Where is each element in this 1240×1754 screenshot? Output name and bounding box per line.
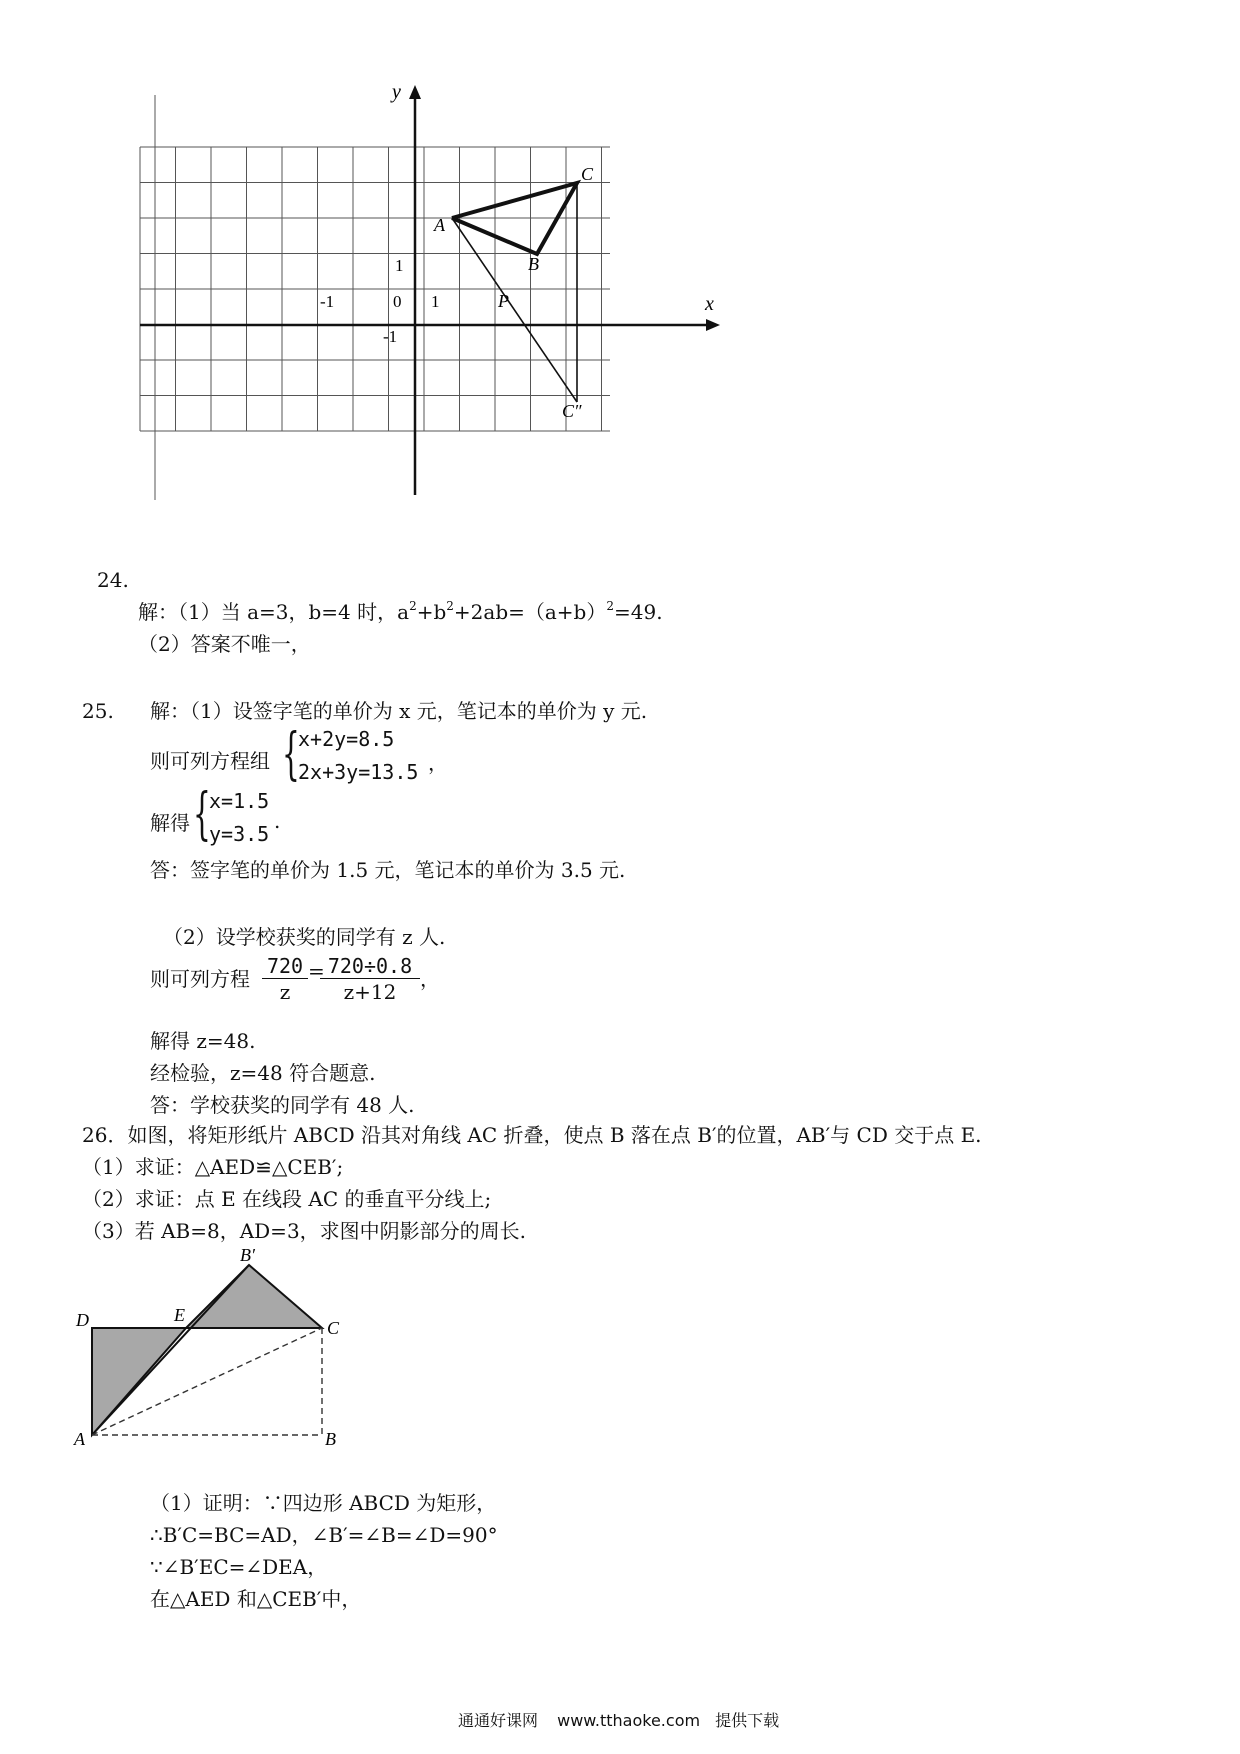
q26-proof-line2: ∴B′C=BC=AD，∠B′=∠B=∠D=90° xyxy=(150,1523,498,1547)
q25-answer2: 答：学校获奖的同学有 48 人. xyxy=(150,1093,415,1117)
q26-proof-line3: ∵∠B′EC=∠DEA， xyxy=(150,1555,328,1579)
tick-label-yneg1: -1 xyxy=(383,327,398,346)
q25-eq2: 2x+3y=13.5 xyxy=(298,760,419,784)
q25-sol1: x=1.5 xyxy=(209,789,270,813)
point-label-b: B xyxy=(528,254,539,274)
q25-frac1-num: 720 xyxy=(262,954,308,979)
q26-part3: （3）若 AB=8，AD=3，求图中阴影部分的周长. xyxy=(82,1219,527,1243)
q25-number: 25. xyxy=(82,699,114,723)
q26-part2: （2）求证：点 E 在线段 AC 的垂直平分线上; xyxy=(82,1187,492,1211)
q26-part1: （1）求证：△AED≌△CEB′; xyxy=(82,1155,344,1179)
footer xyxy=(458,1708,779,1731)
q25-system-intro: 则可列方程组 xyxy=(150,749,270,773)
q25-frac2-num: 720÷0.8 xyxy=(320,954,420,979)
footer-site-name: 通通好课网 xyxy=(458,1711,539,1730)
footer-url[interactable]: www.tthaoke.com xyxy=(557,1711,701,1730)
q24-line1-b: +b xyxy=(416,600,447,624)
q25-frac-intro: 则可列方程 xyxy=(150,967,250,991)
point-label-c-double-prime: C″ xyxy=(562,401,582,421)
tick-label-xneg1: -1 xyxy=(320,292,335,311)
q25-fraction2 xyxy=(320,954,420,1005)
q25-eq1: x+2y=8.5 xyxy=(298,727,395,751)
point-label-p: P xyxy=(498,291,509,311)
q25-check: 经检验，z=48 符合题意. xyxy=(150,1061,376,1085)
q25-frac-eq: = xyxy=(308,959,325,983)
q25-fraction1 xyxy=(262,954,308,1005)
origin-label: 0 xyxy=(393,292,402,311)
q25-frac1-den: z xyxy=(279,980,291,1004)
x-axis-arrow xyxy=(706,319,720,331)
q24-line1-c: +2ab=（a+b） xyxy=(453,600,607,624)
fig-label-c: C xyxy=(327,1318,340,1338)
q25-answer1: 答：签字笔的单价为 1.5 元，笔记本的单价为 3.5 元. xyxy=(150,858,626,882)
q25-frac-comma: ， xyxy=(420,967,440,991)
folded-rectangle-figure xyxy=(60,1245,380,1445)
footer-tail: 提供下载 xyxy=(715,1711,780,1730)
q25-eq-comma: ， xyxy=(428,751,448,775)
q25-system-brace: { xyxy=(282,722,300,787)
q25-solve2: 解得 z=48. xyxy=(150,1029,256,1053)
fig-label-a: A xyxy=(74,1429,85,1445)
q25-part2: （2）设学校获奖的同学有 z 人. xyxy=(163,925,446,949)
q24-line1-d: =49. xyxy=(614,600,663,624)
q25-frac2-den: z+12 xyxy=(343,980,397,1004)
q24-sup1: 2 xyxy=(409,599,417,613)
q24-number: 24. xyxy=(97,568,129,592)
q25-line1: 解：（1）设签字笔的单价为 x 元，笔记本的单价为 y 元. xyxy=(150,699,648,723)
q26-proof-line4: 在△AED 和△CEB′中， xyxy=(150,1587,362,1611)
q26-proof-line1: （1）证明：∵四边形 ABCD 为矩形， xyxy=(150,1491,497,1515)
shaded-triangle-ceb-prime xyxy=(186,1265,322,1328)
fig-label-e: E xyxy=(174,1305,185,1325)
q25-sol-period: . xyxy=(274,809,281,833)
tick-label-x1: 1 xyxy=(431,292,440,311)
fig-label-d: D xyxy=(76,1310,89,1330)
fig-label-b-prime: B′ xyxy=(240,1245,255,1265)
q26-stem: 26．如图，将矩形纸片 ABCD 沿其对角线 AC 折叠，使点 B 落在点 B′的位置，AB′与 CD 交于点 E. xyxy=(82,1123,982,1147)
q24-line2: （2）答案不唯一， xyxy=(138,632,311,656)
q25-solution-brace: { xyxy=(193,782,211,847)
y-axis-arrow xyxy=(409,85,421,99)
y-axis-label: y xyxy=(392,81,401,103)
q24-sup3: 2 xyxy=(606,599,614,613)
point-label-c: C xyxy=(581,164,594,184)
coordinate-grid-figure xyxy=(130,70,730,570)
point-label-a: A xyxy=(434,215,445,235)
q24-line1-a: 解：（1）当 a=3，b=4 时，a xyxy=(138,600,410,624)
q24-sup2: 2 xyxy=(446,599,454,613)
tick-label-y1: 1 xyxy=(395,256,404,275)
fig-label-b: B xyxy=(325,1429,336,1445)
q25-sol2: y=3.5 xyxy=(209,822,270,846)
x-axis-label: x xyxy=(705,293,714,315)
q25-solve-intro: 解得 xyxy=(150,811,190,835)
q24-line1 xyxy=(138,599,663,625)
